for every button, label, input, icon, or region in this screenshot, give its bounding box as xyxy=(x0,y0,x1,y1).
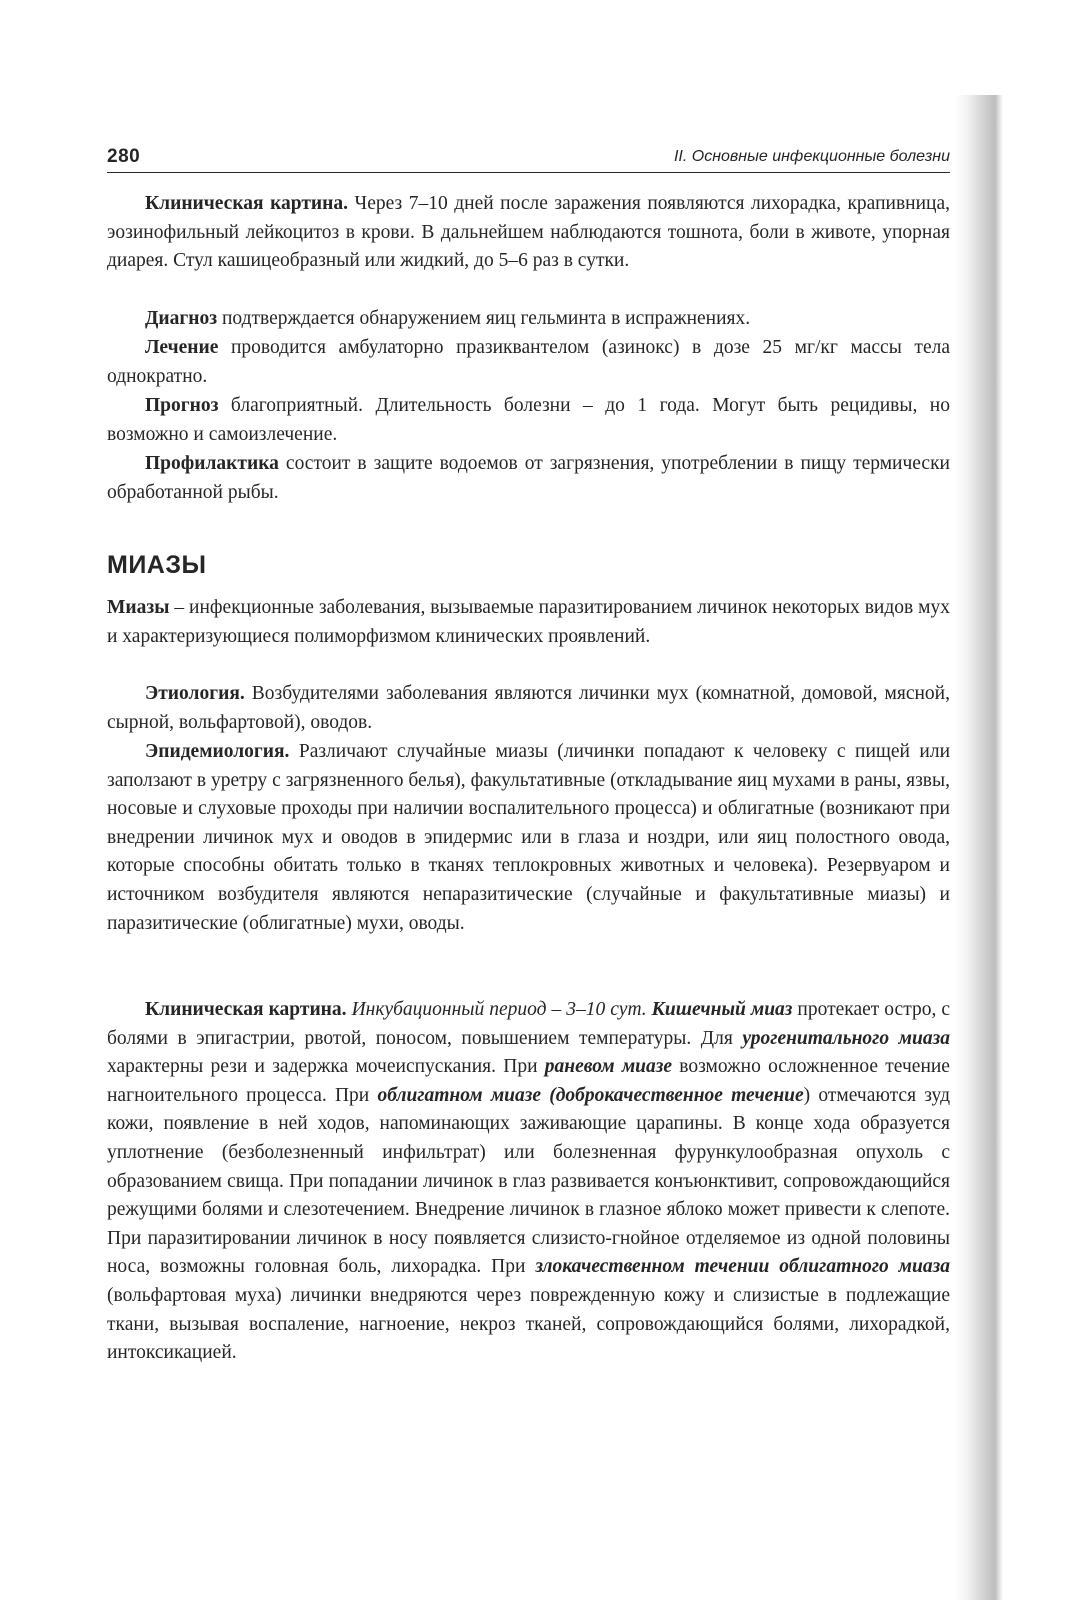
paragraph-epidemiology: Эпидемиология. Различают случайные миазы (личинки попадают к человеку с пищей или заползают в уретру с загрязненного белья), факультативные (откладывание яиц мухами в раны, язвы, носовые и слуховые проходы при наличии воспалительного процесса) и облигатные (возникают при внедрении личинок мух и оводов в эпидермис или в глаза и ноздри, или яиц полостного овода, которые способны обитать только в тканях теплокровных животных и человека). Резервуаром и источником возбудителя являются непаразитические (случайные и факультативные миазы) и паразитические (облигатные) мухи, оводы. xyxy=(107,741,950,934)
paragraph-term: Профилактика xyxy=(145,453,279,474)
paragraph-definition: Миазы – инфекционные заболевания, вызываемые паразитированием личинок некоторых видов мух и характеризующиеся полиморфизмом клинических проявлений. xyxy=(107,597,950,647)
emphasis-term: злокачественном течении облигатного миаза xyxy=(535,1256,950,1278)
paragraph-term: Диагноз xyxy=(145,308,218,329)
paragraph-term: Клиническая картина. xyxy=(145,193,349,214)
paragraph-clinical-picture-myiasis: Клиническая картина. Инкубационный период – 3–10 сут. Кишечный миаз протекает остро, с болями в эпигастрии, рвотой, поносом, повышением температуры. Для урогенитального миаза характерны рези и задержка мочеиспускания. При раневом миазе возможно осложненное течение нагноительного процесса. При облигатном миазе (доброкачественное течение) отмечаются зуд кожи, появление в ней ходов, напоминающих заживающие царапины. В конце хода образуется уплотнение (безболезненный инфильтрат) или болезненная фурункулообразная опухоль с образованием свища. При попадании личинок в глаз развивается конъюнктивит, сопровождающийся режущими болями и слезотечением. Внедрение личинок в глазное яблоко может привести к слепоте. При паразитировании личинок в носу появляется слизисто-гнойное отделяемое из одной половины носа, возможны головная боль, лихорадка. При злокачественном течении облигатного миаза (вольфартовая муха) личинки внедряются через поврежденную кожу и слизистые в подлежащие ткани, вызывая воспаление, нагноение, некроз тканей, сопровождающийся болями, лихорадкой, интоксикацией. xyxy=(107,999,951,1364)
paragraph-term: Этиология. xyxy=(145,683,245,704)
section-heading: МИАЗЫ xyxy=(107,551,207,579)
page-binding-shadow xyxy=(955,95,1087,1600)
emphasis-term: раневом миазе xyxy=(544,1056,673,1078)
emphasis-term: облигатном миазе (доброкачественное течение xyxy=(377,1084,804,1106)
page-header xyxy=(107,146,950,173)
running-title: II. Основные инфекционные болезни xyxy=(673,148,950,165)
paragraph-treatment: Лечение проводится амбулаторно празиквантелом (азинокс) в дозе 25 мг/кг массы тела однократно. xyxy=(107,337,950,387)
paragraph-prevention: Профилактика состоит в защите водоемов от загрязнения, употреблении в пищу термически обработанной рыбы. xyxy=(107,453,950,503)
paragraph-etiology: Этиология. Возбудителями заболевания являются личинки мух (комнатной, домовой, мясной, сырной, вольфартовой), оводов. xyxy=(107,683,950,733)
paragraph-diagnosis: Диагноз подтверждается обнаружением яиц гельминта в испражнениях. xyxy=(145,308,751,329)
emphasis-term: урогенитального миаза xyxy=(742,1027,950,1049)
paragraph-term: Лечение xyxy=(145,337,219,358)
paragraph-clinical-picture: Клиническая картина. Через 7–10 дней после заражения появляются лихорадка, крапивница, эозинофильный лейкоцитоз в крови. В дальнейшем наблюдаются тошнота, боли в животе, упорная диарея. Стул кашицеобразный или жидкий, до 5–6 раз в сутки. xyxy=(107,193,950,272)
paragraph-term: Клиническая картина. xyxy=(145,999,347,1020)
emphasis-term: Кишечный миаз xyxy=(651,999,793,1020)
paragraph-term: Миазы xyxy=(107,597,170,618)
incubation-period: Инкубационный период – 3–10 сут. xyxy=(351,999,647,1020)
paragraph-prognosis: Прогноз благоприятный. Длительность болезни – до 1 года. Могут быть рецидивы, но возможно и самоизлечение. xyxy=(107,395,950,445)
page-number: 280 xyxy=(107,146,141,167)
paragraph-term: Прогноз xyxy=(145,395,219,416)
paragraph-term: Эпидемиология. xyxy=(145,741,290,762)
